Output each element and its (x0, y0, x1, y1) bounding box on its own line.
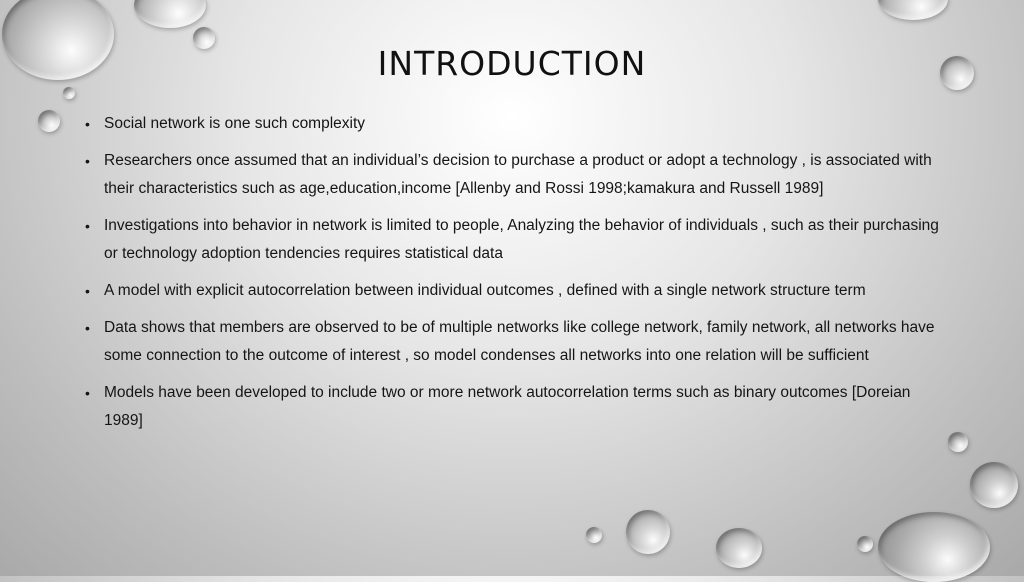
water-drop-decoration (878, 512, 990, 582)
bullet-text: Data shows that members are observed to be of multiple networks like college network, family network, all networks have some connection to the outcome of interest , so model condenses all networks into one relation will be sufficient (104, 319, 935, 364)
water-drop-decoration (626, 510, 670, 554)
water-drop-decoration (38, 110, 60, 132)
water-drop-decoration (716, 528, 762, 568)
list-item (84, 379, 944, 435)
list-item (84, 277, 944, 305)
water-drop-decoration (970, 462, 1018, 508)
list-item (84, 212, 944, 268)
bullet-icon: • (85, 385, 90, 401)
bullet-text: A model with explicit autocorrelation between individual outcomes , defined with a single network structure term (104, 282, 866, 299)
water-drop-decoration (586, 527, 602, 543)
bullet-text: Researchers once assumed that an individual’s decision to purchase a product or adopt a technology , is associated with their characteristics such as age,education,income [Allenby and Rossi 1998;kamakura and Russell 1989] (104, 152, 932, 197)
water-drop-decoration (948, 432, 968, 452)
water-drop-decoration (134, 0, 206, 28)
list-item (84, 110, 944, 138)
bullet-list (84, 110, 944, 444)
water-drop-decoration (63, 87, 75, 99)
slide-title: INTRODUCTION (377, 44, 647, 83)
water-drop-decoration (857, 536, 873, 552)
list-item (84, 147, 944, 203)
bullet-text: Models have been developed to include two or more network autocorrelation terms such as binary outcomes [Doreian 1989] (104, 384, 911, 429)
bullet-icon: • (85, 116, 90, 132)
bullet-icon: • (85, 153, 90, 169)
bullet-icon: • (85, 283, 90, 299)
water-drop-decoration (878, 0, 948, 20)
bullet-text: Social network is one such complexity (104, 115, 366, 132)
bullet-icon: • (85, 320, 90, 336)
list-item (84, 314, 944, 370)
bullet-icon: • (85, 218, 90, 234)
bullet-text: Investigations into behavior in network is limited to people, Analyzing the behavior of individuals , such as their purchasing or technology adoption tendencies requires statistical data (104, 217, 939, 262)
